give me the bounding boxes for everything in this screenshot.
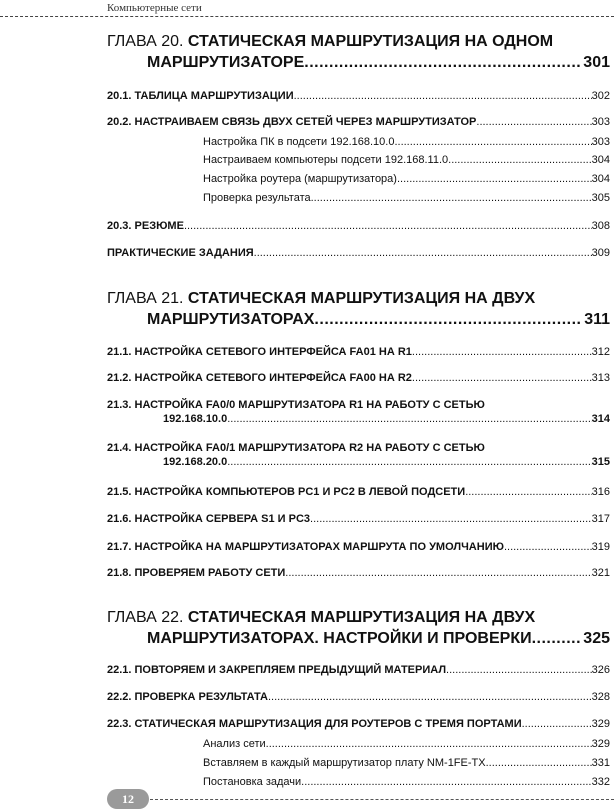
section-title: 21.6. НАСТРОЙКА СЕРВЕРА S1 И PC3 <box>107 513 311 525</box>
toc-section-entry[interactable] <box>107 540 610 554</box>
header-divider <box>0 16 614 17</box>
chapter-heading[interactable] <box>107 288 610 330</box>
subsection-page-number: 305 <box>591 192 610 204</box>
toc-section-entry[interactable] <box>107 717 610 731</box>
dot-leader <box>397 172 592 186</box>
chapter-number: ГЛАВА 22. <box>107 609 184 626</box>
dot-leader <box>227 455 591 469</box>
subsection-title: Вставляем в каждый маршрутизатор плату NM-1FE-TX <box>203 757 486 769</box>
toc-section-entry[interactable] <box>107 398 610 426</box>
section-page-number: 315 <box>591 456 610 468</box>
subsection-page-number: 304 <box>591 154 610 166</box>
dot-leader <box>266 737 592 751</box>
section-page-number: 312 <box>591 346 610 358</box>
section-title: 21.2. НАСТРОЙКА СЕТЕВОГО ИНТЕРФЕЙСА FA00 НА R2 <box>107 372 412 384</box>
chapter-title-continued: МАРШРУТИЗАТОРЕ <box>147 54 305 71</box>
dot-leader <box>310 512 592 526</box>
section-title: 21.8. ПРОВЕРЯЕМ РАБОТУ СЕТИ <box>107 567 286 579</box>
dot-leader <box>314 309 582 330</box>
chapter-title-continued: МАРШРУТИЗАТОРАХ. НАСТРОЙКИ И ПРОВЕРКИ <box>147 630 532 647</box>
subsection-title: Настраиваем компьютеры подсети 192.168.11.0 <box>203 154 449 166</box>
subsection-page-number: 304 <box>591 173 610 185</box>
section-title: 21.1. НАСТРОЙКА СЕТЕВОГО ИНТЕРФЕЙСА FA01 НА R1 <box>107 346 412 358</box>
subsection-title: Постановка задачи <box>203 776 302 788</box>
section-page-number: 321 <box>591 567 610 579</box>
subsection-page-number: 329 <box>591 738 610 750</box>
section-page-number: 319 <box>591 541 610 553</box>
running-header: Компьютерные сети <box>107 2 202 14</box>
dot-leader <box>184 219 592 233</box>
section-title: 20.2. НАСТРАИВАЕМ СВЯЗЬ ДВУХ СЕТЕЙ ЧЕРЕЗ МАРШРУТИЗАТОР <box>107 116 477 128</box>
chapter-title-line2 <box>107 309 610 330</box>
section-title: 21.4. НАСТРОЙКА FA0/1 МАРШРУТИЗАТОРА R2 НА РАБОТУ С СЕТЬЮ <box>107 442 485 454</box>
dot-leader <box>532 628 582 649</box>
chapter-number: ГЛАВА 20. <box>107 33 184 50</box>
chapter-heading[interactable] <box>107 31 610 73</box>
toc-section-entry[interactable] <box>107 485 610 499</box>
section-title: 22.2. ПРОВЕРКА РЕЗУЛЬТАТА <box>107 691 268 703</box>
section-page-number: 328 <box>591 691 610 703</box>
chapter-number: ГЛАВА 21. <box>107 290 184 307</box>
subsection-title: Анализ сети <box>203 738 266 750</box>
toc-section-entry[interactable] <box>107 441 610 469</box>
section-title: 20.3. РЕЗЮМЕ <box>107 220 184 232</box>
chapter-page-number: 325 <box>583 630 610 647</box>
dot-leader <box>254 246 592 260</box>
chapter-page-number: 301 <box>583 54 610 71</box>
section-page-number: 302 <box>591 90 610 102</box>
toc-section-entry[interactable] <box>107 371 610 385</box>
subsection-title: Проверка результата <box>203 192 311 204</box>
dot-leader <box>311 191 592 205</box>
dot-leader <box>446 663 592 677</box>
toc-section-entry[interactable] <box>107 89 610 103</box>
section-page-number: 314 <box>591 413 610 425</box>
section-title: 22.1. ПОВТОРЯЕМ И ЗАКРЕПЛЯЕМ ПРЕДЫДУЩИЙ МАТЕРИАЛ <box>107 664 447 676</box>
dot-leader <box>486 756 592 770</box>
section-page-number: 317 <box>591 513 610 525</box>
chapter-title-line1 <box>107 288 610 309</box>
section-title-continued <box>107 412 610 426</box>
section-page-number: 329 <box>591 718 610 730</box>
toc-section-entry[interactable] <box>107 246 610 260</box>
section-title-continued <box>107 455 610 469</box>
section-title: 22.3. СТАТИЧЕСКАЯ МАРШРУТИЗАЦИЯ ДЛЯ РОУТЕРОВ С ТРЕМЯ ПОРТАМИ <box>107 718 522 730</box>
toc-section-entry[interactable] <box>107 219 610 233</box>
chapter-heading[interactable] <box>107 607 610 649</box>
section-title: 21.3. НАСТРОЙКА FA0/0 МАРШРУТИЗАТОРА R1 НА РАБОТУ С СЕТЬЮ <box>107 399 485 411</box>
section-page-number: 316 <box>591 486 610 498</box>
dot-leader <box>448 153 592 167</box>
toc-subsection-entry[interactable] <box>203 172 610 186</box>
toc-subsection-entry[interactable] <box>203 775 610 789</box>
section-title: 21.5. НАСТРОЙКА КОМПЬЮТЕРОВ PC1 И PC2 В ЛЕВОЙ ПОДСЕТИ <box>107 486 466 498</box>
chapter-title-line2 <box>107 628 610 649</box>
toc-section-entry[interactable] <box>107 566 610 580</box>
chapter-title-line2 <box>107 52 610 73</box>
toc-subsection-entry[interactable] <box>203 756 610 770</box>
dot-leader <box>285 566 591 580</box>
dot-leader <box>227 412 591 426</box>
subsection-title: Настройка ПК в подсети 192.168.10.0 <box>203 136 395 148</box>
subsection-page-number: 303 <box>591 136 610 148</box>
footer-divider <box>150 799 614 800</box>
section-title: 20.1. ТАБЛИЦА МАРШРУТИЗАЦИИ <box>107 90 294 102</box>
page-number-badge: 12 <box>107 789 149 809</box>
chapter-title: СТАТИЧЕСКАЯ МАРШРУТИЗАЦИЯ НА ОДНОМ <box>187 33 554 50</box>
subsection-title: Настройка роутера (маршрутизатора) <box>203 173 397 185</box>
chapter-title-continued: МАРШРУТИЗАТОРАХ <box>147 311 315 328</box>
toc-section-entry[interactable] <box>107 115 610 129</box>
chapter-title-line1 <box>107 607 610 628</box>
dot-leader <box>412 371 592 385</box>
section-page-number: 308 <box>591 220 610 232</box>
chapter-title: СТАТИЧЕСКАЯ МАРШРУТИЗАЦИЯ НА ДВУХ <box>187 609 536 626</box>
section-title: 21.7. НАСТРОЙКА НА МАРШРУТИЗАТОРАХ МАРШРУТА ПО УМОЛЧАНИЮ <box>107 541 504 553</box>
section-page-number: 326 <box>591 664 610 676</box>
toc-subsection-entry[interactable] <box>203 191 610 205</box>
section-page-number: 313 <box>591 372 610 384</box>
dot-leader <box>504 540 592 554</box>
chapter-page-number: 311 <box>584 311 610 328</box>
dot-leader <box>304 52 581 73</box>
toc-subsection-entry[interactable] <box>203 153 610 167</box>
chapter-title: СТАТИЧЕСКАЯ МАРШРУТИЗАЦИЯ НА ДВУХ <box>187 290 536 307</box>
section-title-tail: 192.168.10.0 <box>163 413 228 425</box>
dot-leader <box>301 775 591 789</box>
subsection-page-number: 331 <box>591 757 610 769</box>
dot-leader <box>268 690 592 704</box>
section-page-number: 309 <box>591 247 610 259</box>
toc-section-entry[interactable] <box>107 512 610 526</box>
subsection-page-number: 332 <box>591 776 610 788</box>
dot-leader <box>294 89 592 103</box>
toc-section-entry[interactable] <box>107 663 610 677</box>
dot-leader <box>465 485 591 499</box>
toc-subsection-entry[interactable] <box>203 135 610 149</box>
dot-leader <box>476 115 591 129</box>
section-title: ПРАКТИЧЕСКИЕ ЗАДАНИЯ <box>107 247 254 259</box>
toc-subsection-entry[interactable] <box>203 737 610 751</box>
dot-leader <box>412 345 592 359</box>
section-page-number: 303 <box>591 116 610 128</box>
dot-leader <box>394 135 591 149</box>
section-title-tail: 192.168.20.0 <box>163 456 228 468</box>
toc-section-entry[interactable] <box>107 690 610 704</box>
dot-leader <box>522 717 592 731</box>
chapter-title-line1 <box>107 31 610 52</box>
toc-section-entry[interactable] <box>107 345 610 359</box>
